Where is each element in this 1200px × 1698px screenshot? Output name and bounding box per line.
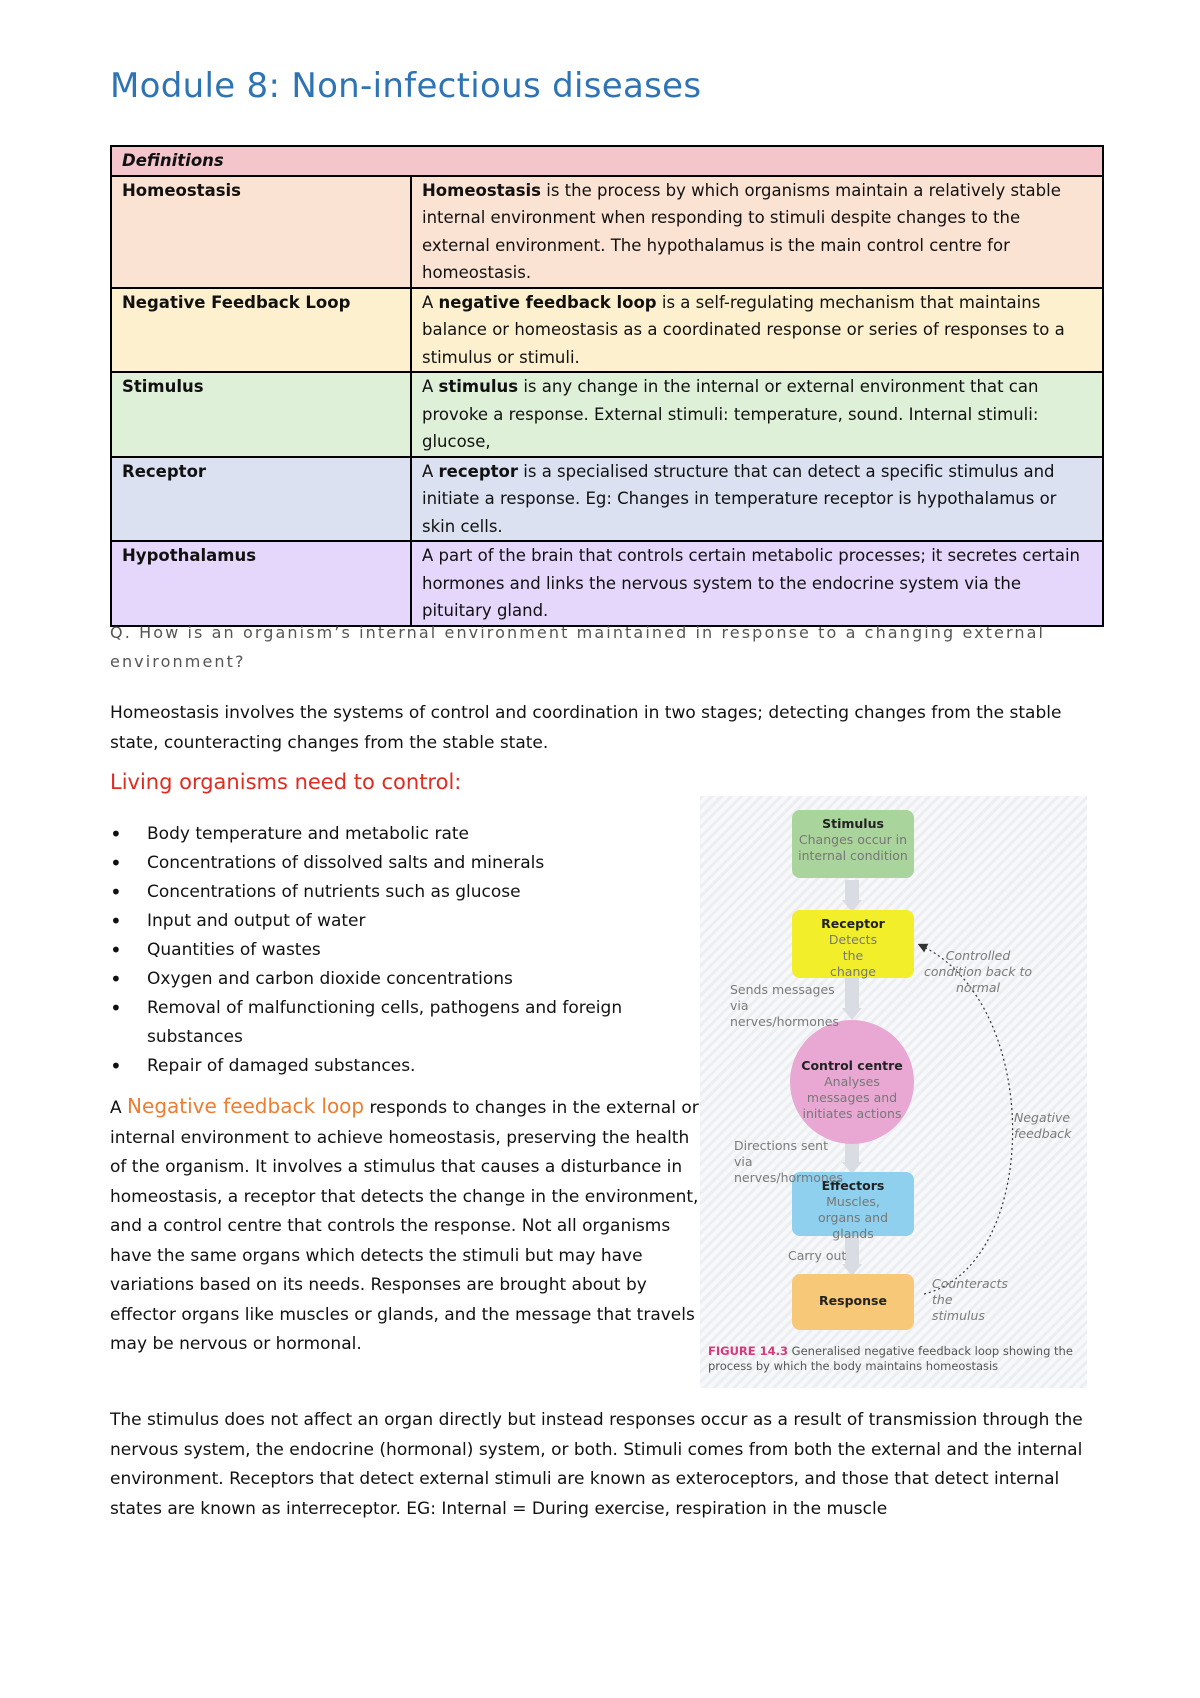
list-item: • Repair of damaged substances. — [110, 1052, 690, 1081]
negative-feedback-figure — [700, 796, 1087, 1388]
definition-row — [111, 288, 1103, 373]
definition-row — [111, 176, 1103, 288]
para-pre: A — [110, 1098, 128, 1118]
definition-rest: is the process by which organisms maintain a relatively stable internal environment when responding to stimuli despite changes to the external environment. The hypothalamus is the main control centre for homeostasis. — [422, 180, 1061, 282]
definition-rest: is a self-regulating mechanism that maintains balance or homeostasis as a coordinated response or series of responses to a stimulus or stimuli. — [422, 292, 1065, 367]
paragraph-negative-feedback — [110, 1092, 700, 1360]
definition-pre: A — [422, 461, 439, 481]
question-text: Q. How is an organism’s internal environment maintained in response to a changing external environment? — [110, 623, 1046, 671]
definition-text — [411, 457, 1103, 542]
control-list — [110, 820, 690, 1081]
caption-label: FIGURE 14.3 — [708, 1344, 789, 1358]
control-title: Control centre — [801, 1058, 903, 1073]
page-title: Module 8: Non-infectious diseases — [110, 66, 702, 106]
definition-text — [411, 372, 1103, 457]
stimulus-box — [792, 810, 914, 878]
negative-feedback-term: Negative feedback loop — [127, 1094, 365, 1118]
definitions-header: Definitions — [111, 146, 1103, 176]
definitions-header-row — [111, 146, 1103, 176]
paragraph-homeostasis: Homeostasis involves the systems of control and coordination in two stages; detecting changes from the stable state, counteracting changes from the stable state. — [110, 703, 1062, 753]
list-item: • Body temperature and metabolic rate — [110, 820, 690, 849]
effectors-sub: Muscles, organs and glands — [817, 1194, 889, 1241]
definition-rest: is a specialised structure that can detect a specific stimulus and initiate a response. Eg: Changes in temperature receptor is hypothalamus or skin cells. — [422, 461, 1057, 536]
para-rest: responds to changes in the external or internal environment to achieve homeostasis, preserving the health of the organism. It involves a stimulus that causes a disturbance in homeostasis, a receptor that detects the change in the environment, and a control centre that controls the response. Not all organisms have the same organs which detects the stimuli but may have variations based on its needs. Responses are brought about by effector organs like muscles or glands, and the message that travels may be nervous or hormonal. — [110, 1098, 699, 1354]
paragraph-stimulus: The stimulus does not affect an organ directly but instead responses occur as a result of transmission through the nervous system, the endocrine (hormonal) system, or both. Stimuli comes from both the external and the internal environment. Receptors that detect external stimuli are known as exteroceptors, and those that detect internal states are known as interreceptor. EG: Internal = During exercise, respiration in the muscle — [110, 1410, 1083, 1519]
definition-term: Receptor — [111, 457, 411, 542]
definition-bold: receptor — [438, 461, 519, 481]
definition-bold: stimulus — [438, 377, 519, 396]
definition-pre: A — [422, 377, 439, 396]
definition-term: Stimulus — [111, 372, 411, 457]
caption-text: Generalised negative feedback loop showing the process by which the body maintains homeostasis — [708, 1344, 1073, 1373]
feedback-arc — [922, 946, 1013, 1294]
definition-bold: negative feedback loop — [438, 292, 657, 312]
control-centre-circle — [790, 1020, 914, 1144]
definition-text — [411, 541, 1103, 626]
definition-pre: A — [422, 292, 439, 312]
list-item: • Oxygen and carbon dioxide concentrations — [110, 965, 690, 994]
list-item: • Input and output of water — [110, 907, 690, 936]
definition-term: Homeostasis — [111, 176, 411, 288]
stimulus-sub: Changes occur in internal condition — [798, 832, 908, 863]
list-item: • Concentrations of dissolved salts and minerals — [110, 849, 690, 878]
definition-row — [111, 372, 1103, 457]
definition-term: Negative Feedback Loop — [111, 288, 411, 373]
directions-label: Directions sent via nerves/hormones — [734, 1138, 844, 1185]
definition-row — [111, 541, 1103, 626]
response-title: Response — [819, 1293, 887, 1308]
definition-term: Hypothalamus — [111, 541, 411, 626]
list-item: • Quantities of wastes — [110, 936, 690, 965]
effectors-title: Effectors — [821, 1178, 885, 1193]
definition-bold: Homeostasis — [422, 180, 542, 200]
counteracts-label: Counteracts the stimulus — [932, 1276, 1008, 1323]
figure-caption — [708, 1344, 1078, 1374]
definition-rest: A part of the brain that controls certain metabolic processes; it secretes certain hormones and links the nervous system to the endocrine system via the pituitary gland. — [422, 546, 1081, 620]
definition-rest: is any change in the internal or external environment that can provoke a response. External stimuli: temperature, sound. Internal stimuli: glucose, — [422, 377, 1039, 451]
list-item: • Concentrations of nutrients such as glucose — [110, 878, 690, 907]
control-heading: Living organisms need to control: — [110, 770, 462, 794]
definition-text — [411, 176, 1103, 288]
sends-label: Sends messages via nerves/hormones — [730, 982, 840, 1029]
stimulus-title: Stimulus — [822, 816, 884, 831]
definition-row — [111, 457, 1103, 542]
controlled-condition-label: Controlled condition back to normal — [924, 948, 1032, 995]
response-box — [792, 1274, 914, 1330]
receptor-box — [792, 910, 914, 978]
list-item: • Removal of malfunctioning cells, pathogens and foreign substances — [110, 994, 690, 1052]
control-sub: Analyses messages and initiates actions — [802, 1074, 902, 1121]
receptor-sub: Detects the change — [828, 932, 878, 979]
negative-feedback-label: Negative feedback — [1014, 1110, 1072, 1141]
carry-out-label: Carry out — [788, 1248, 847, 1263]
receptor-title: Receptor — [821, 916, 885, 931]
definition-text — [411, 288, 1103, 373]
definitions-table — [110, 145, 1104, 627]
